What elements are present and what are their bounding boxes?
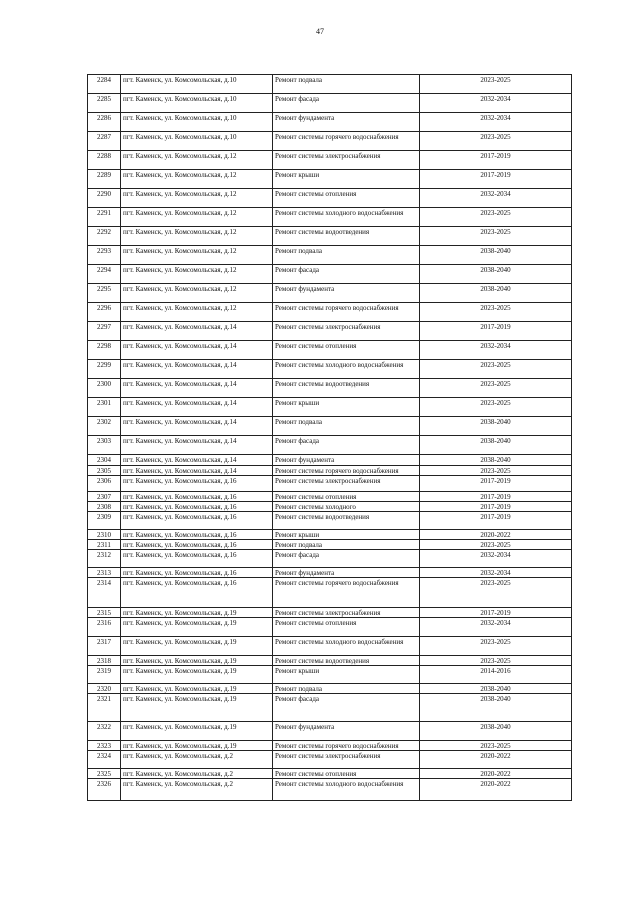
address-cell: пгт. Каменск, ул. Комсомольская, д.14: [121, 360, 273, 379]
row-number: 2300: [88, 379, 121, 398]
period-cell: 2023-2025: [420, 466, 572, 476]
table-row: [88, 656, 572, 666]
work-type-cell: Ремонт системы электроснабжения: [273, 476, 420, 492]
table-row: [88, 502, 572, 512]
table-row: [88, 227, 572, 246]
period-cell: 2017-2019: [420, 476, 572, 492]
table-row: [88, 284, 572, 303]
row-number: 2305: [88, 466, 121, 476]
row-number: 2285: [88, 94, 121, 113]
address-cell: пгт. Каменск, ул. Комсомольская, д.19: [121, 741, 273, 751]
work-type-cell: Ремонт системы горячего водоснабжения: [273, 741, 420, 751]
period-cell: 2020-2022: [420, 530, 572, 540]
address-cell: пгт. Каменск, ул. Комсомольская, д.14: [121, 455, 273, 466]
table-row: [88, 436, 572, 455]
address-cell: пгт. Каменск, ул. Комсомольская, д.16: [121, 476, 273, 492]
period-cell: 2023-2025: [420, 540, 572, 550]
work-type-cell: Ремонт системы водоотведения: [273, 379, 420, 398]
work-type-cell: Ремонт фасада: [273, 694, 420, 722]
address-cell: пгт. Каменск, ул. Комсомольская, д.12: [121, 265, 273, 284]
work-type-cell: Ремонт системы отопления: [273, 769, 420, 779]
table-row: [88, 512, 572, 530]
period-cell: 2020-2022: [420, 751, 572, 769]
address-cell: пгт. Каменск, ул. Комсомольская, д.14: [121, 417, 273, 436]
address-cell: пгт. Каменск, ул. Комсомольская, д.12: [121, 227, 273, 246]
work-type-cell: Ремонт системы горячего водоснабжения: [273, 303, 420, 322]
table-row: [88, 303, 572, 322]
row-number: 2317: [88, 637, 121, 656]
address-cell: пгт. Каменск, ул. Комсомольская, д.19: [121, 637, 273, 656]
work-type-cell: Ремонт системы водоотведения: [273, 656, 420, 666]
table-row: [88, 417, 572, 436]
table-row: [88, 666, 572, 684]
work-type-cell: Ремонт крыши: [273, 666, 420, 684]
work-type-cell: Ремонт фундамента: [273, 568, 420, 578]
work-type-cell: Ремонт системы отопления: [273, 492, 420, 502]
row-number: 2323: [88, 741, 121, 751]
address-cell: пгт. Каменск, ул. Комсомольская, д.12: [121, 151, 273, 170]
row-number: 2320: [88, 684, 121, 694]
table-row: [88, 246, 572, 265]
period-cell: 2023-2025: [420, 75, 572, 94]
table-row: [88, 151, 572, 170]
address-cell: пгт. Каменск, ул. Комсомольская, д.19: [121, 684, 273, 694]
work-type-cell: Ремонт системы горячего водоснабжения: [273, 578, 420, 608]
table-row: [88, 360, 572, 379]
work-type-cell: Ремонт системы отопления: [273, 189, 420, 208]
period-cell: 2023-2025: [420, 637, 572, 656]
row-number: 2324: [88, 751, 121, 769]
address-cell: пгт. Каменск, ул. Комсомольская, д.12: [121, 303, 273, 322]
table-row: [88, 779, 572, 801]
row-number: 2303: [88, 436, 121, 455]
table-row: [88, 476, 572, 492]
table-body: [88, 75, 572, 801]
address-cell: пгт. Каменск, ул. Комсомольская, д.19: [121, 656, 273, 666]
table-row: [88, 492, 572, 502]
row-number: 2307: [88, 492, 121, 502]
work-type-cell: Ремонт фасада: [273, 265, 420, 284]
address-cell: пгт. Каменск, ул. Комсомольская, д.12: [121, 189, 273, 208]
work-type-cell: Ремонт фасада: [273, 550, 420, 568]
period-cell: 2017-2019: [420, 608, 572, 618]
work-type-cell: Ремонт фундамента: [273, 113, 420, 132]
address-cell: пгт. Каменск, ул. Комсомольская, д.16: [121, 540, 273, 550]
work-type-cell: Ремонт подвала: [273, 417, 420, 436]
table-row: [88, 170, 572, 189]
address-cell: пгт. Каменск, ул. Комсомольская, д.16: [121, 512, 273, 530]
period-cell: 2032-2034: [420, 94, 572, 113]
table-row: [88, 189, 572, 208]
period-cell: 2017-2019: [420, 151, 572, 170]
work-type-cell: Ремонт подвала: [273, 246, 420, 265]
period-cell: 2038-2040: [420, 684, 572, 694]
period-cell: 2023-2025: [420, 741, 572, 751]
period-cell: 2032-2034: [420, 550, 572, 568]
address-cell: пгт. Каменск, ул. Комсомольская, д.16: [121, 550, 273, 568]
period-cell: 2023-2025: [420, 132, 572, 151]
row-number: 2318: [88, 656, 121, 666]
table-row: [88, 684, 572, 694]
period-cell: 2038-2040: [420, 722, 572, 741]
period-cell: 2017-2019: [420, 502, 572, 512]
table-row: [88, 578, 572, 608]
work-type-cell: Ремонт крыши: [273, 530, 420, 540]
table-row: [88, 530, 572, 540]
address-cell: пгт. Каменск, ул. Комсомольская, д.19: [121, 694, 273, 722]
table-row: [88, 455, 572, 466]
row-number: 2325: [88, 769, 121, 779]
period-cell: 2032-2034: [420, 341, 572, 360]
work-type-cell: Ремонт фасада: [273, 436, 420, 455]
work-type-cell: Ремонт системы электроснабжения: [273, 608, 420, 618]
row-number: 2291: [88, 208, 121, 227]
period-cell: 2023-2025: [420, 578, 572, 608]
row-number: 2296: [88, 303, 121, 322]
table-row: [88, 113, 572, 132]
table-row: [88, 208, 572, 227]
work-type-cell: Ремонт подвала: [273, 540, 420, 550]
table-row: [88, 466, 572, 476]
row-number: 2322: [88, 722, 121, 741]
address-cell: пгт. Каменск, ул. Комсомольская, д.10: [121, 94, 273, 113]
row-number: 2312: [88, 550, 121, 568]
row-number: 2293: [88, 246, 121, 265]
address-cell: пгт. Каменск, ул. Комсомольская, д.10: [121, 75, 273, 94]
work-type-cell: Ремонт крыши: [273, 398, 420, 417]
period-cell: 2020-2022: [420, 779, 572, 801]
row-number: 2287: [88, 132, 121, 151]
period-cell: 2032-2034: [420, 618, 572, 637]
row-number: 2284: [88, 75, 121, 94]
period-cell: 2038-2040: [420, 436, 572, 455]
period-cell: 2038-2040: [420, 417, 572, 436]
address-cell: пгт. Каменск, ул. Комсомольская, д.10: [121, 113, 273, 132]
period-cell: 2017-2019: [420, 322, 572, 341]
row-number: 2313: [88, 568, 121, 578]
row-number: 2321: [88, 694, 121, 722]
period-cell: 2020-2022: [420, 769, 572, 779]
address-cell: пгт. Каменск, ул. Комсомольская, д.14: [121, 322, 273, 341]
table-row: [88, 265, 572, 284]
table-row: [88, 741, 572, 751]
work-type-cell: Ремонт системы отопления: [273, 618, 420, 637]
period-cell: 2038-2040: [420, 265, 572, 284]
table-row: [88, 568, 572, 578]
address-cell: пгт. Каменск, ул. Комсомольская, д.14: [121, 341, 273, 360]
work-type-cell: Ремонт системы холодного водоснабжения: [273, 208, 420, 227]
address-cell: пгт. Каменск, ул. Комсомольская, д.16: [121, 530, 273, 540]
row-number: 2292: [88, 227, 121, 246]
period-cell: 2017-2019: [420, 170, 572, 189]
address-cell: пгт. Каменск, ул. Комсомольская, д.12: [121, 208, 273, 227]
page-number: 47: [316, 27, 324, 36]
row-number: 2319: [88, 666, 121, 684]
work-type-cell: Ремонт системы отопления: [273, 341, 420, 360]
period-cell: 2023-2025: [420, 303, 572, 322]
address-cell: пгт. Каменск, ул. Комсомольская, д.16: [121, 492, 273, 502]
work-type-cell: Ремонт подвала: [273, 75, 420, 94]
address-cell: пгт. Каменск, ул. Комсомольская, д.10: [121, 132, 273, 151]
address-cell: пгт. Каменск, ул. Комсомольская, д.16: [121, 578, 273, 608]
row-number: 2304: [88, 455, 121, 466]
address-cell: пгт. Каменск, ул. Комсомольская, д.12: [121, 170, 273, 189]
address-cell: пгт. Каменск, ул. Комсомольская, д.2: [121, 769, 273, 779]
table-row: [88, 722, 572, 741]
table-row: [88, 132, 572, 151]
table-row: [88, 608, 572, 618]
work-type-cell: Ремонт системы водоотведения: [273, 512, 420, 530]
table-row: [88, 769, 572, 779]
address-cell: пгт. Каменск, ул. Комсомольская, д.14: [121, 436, 273, 455]
row-number: 2286: [88, 113, 121, 132]
table-row: [88, 75, 572, 94]
work-type-cell: Ремонт фундамента: [273, 284, 420, 303]
period-cell: 2023-2025: [420, 227, 572, 246]
table-row: [88, 341, 572, 360]
period-cell: 2023-2025: [420, 379, 572, 398]
work-type-cell: Ремонт фундамента: [273, 722, 420, 741]
address-cell: пгт. Каменск, ул. Комсомольская, д.14: [121, 398, 273, 417]
address-cell: пгт. Каменск, ул. Комсомольская, д.14: [121, 466, 273, 476]
address-cell: пгт. Каменск, ул. Комсомольская, д.14: [121, 379, 273, 398]
address-cell: пгт. Каменск, ул. Комсомольская, д.2: [121, 751, 273, 769]
row-number: 2314: [88, 578, 121, 608]
address-cell: пгт. Каменск, ул. Комсомольская, д.19: [121, 722, 273, 741]
work-type-cell: Ремонт системы электроснабжения: [273, 151, 420, 170]
table-row: [88, 398, 572, 417]
row-number: 2310: [88, 530, 121, 540]
address-cell: пгт. Каменск, ул. Комсомольская, д.16: [121, 568, 273, 578]
row-number: 2308: [88, 502, 121, 512]
period-cell: 2038-2040: [420, 455, 572, 466]
period-cell: 2032-2034: [420, 189, 572, 208]
row-number: 2315: [88, 608, 121, 618]
period-cell: 2014-2016: [420, 666, 572, 684]
address-cell: пгт. Каменск, ул. Комсомольская, д.12: [121, 284, 273, 303]
table-row: [88, 751, 572, 769]
row-number: 2290: [88, 189, 121, 208]
work-type-cell: Ремонт крыши: [273, 170, 420, 189]
row-number: 2297: [88, 322, 121, 341]
table-row: [88, 540, 572, 550]
work-type-cell: Ремонт системы горячего водоснабжения: [273, 132, 420, 151]
row-number: 2316: [88, 618, 121, 637]
work-type-cell: Ремонт системы холодного водоснабжения: [273, 637, 420, 656]
row-number: 2302: [88, 417, 121, 436]
table-row: [88, 618, 572, 637]
row-number: 2289: [88, 170, 121, 189]
work-type-cell: Ремонт подвала: [273, 684, 420, 694]
row-number: 2326: [88, 779, 121, 801]
row-number: 2306: [88, 476, 121, 492]
table-row: [88, 94, 572, 113]
work-type-cell: Ремонт системы электроснабжения: [273, 322, 420, 341]
table-row: [88, 550, 572, 568]
row-number: 2301: [88, 398, 121, 417]
work-type-cell: Ремонт системы холодного: [273, 502, 420, 512]
row-number: 2294: [88, 265, 121, 284]
period-cell: 2038-2040: [420, 694, 572, 722]
work-type-cell: Ремонт системы водоотведения: [273, 227, 420, 246]
row-number: 2299: [88, 360, 121, 379]
table-row: [88, 322, 572, 341]
period-cell: 2017-2019: [420, 492, 572, 502]
row-number: 2309: [88, 512, 121, 530]
row-number: 2311: [88, 540, 121, 550]
period-cell: 2038-2040: [420, 246, 572, 265]
address-cell: пгт. Каменск, ул. Комсомольская, д.19: [121, 666, 273, 684]
work-type-cell: Ремонт фасада: [273, 94, 420, 113]
work-type-cell: Ремонт системы электроснабжения: [273, 751, 420, 769]
work-type-cell: Ремонт системы холодного водоснабжения: [273, 360, 420, 379]
address-cell: пгт. Каменск, ул. Комсомольская, д.19: [121, 618, 273, 637]
address-cell: пгт. Каменск, ул. Комсомольская, д.12: [121, 246, 273, 265]
table-row: [88, 379, 572, 398]
period-cell: 2023-2025: [420, 360, 572, 379]
row-number: 2298: [88, 341, 121, 360]
work-type-cell: Ремонт системы горячего водоснабжения: [273, 466, 420, 476]
row-number: 2288: [88, 151, 121, 170]
work-type-cell: Ремонт системы холодного водоснабжения: [273, 779, 420, 801]
period-cell: 2032-2034: [420, 113, 572, 132]
period-cell: 2032-2034: [420, 568, 572, 578]
table-row: [88, 694, 572, 722]
table-row: [88, 637, 572, 656]
period-cell: 2038-2040: [420, 284, 572, 303]
address-cell: пгт. Каменск, ул. Комсомольская, д.19: [121, 608, 273, 618]
capital-repair-table: [87, 74, 572, 801]
work-type-cell: Ремонт фундамента: [273, 455, 420, 466]
address-cell: пгт. Каменск, ул. Комсомольская, д.2: [121, 779, 273, 801]
period-cell: 2023-2025: [420, 656, 572, 666]
row-number: 2295: [88, 284, 121, 303]
period-cell: 2023-2025: [420, 398, 572, 417]
address-cell: пгт. Каменск, ул. Комсомольская, д.16: [121, 502, 273, 512]
period-cell: 2023-2025: [420, 208, 572, 227]
period-cell: 2017-2019: [420, 512, 572, 530]
